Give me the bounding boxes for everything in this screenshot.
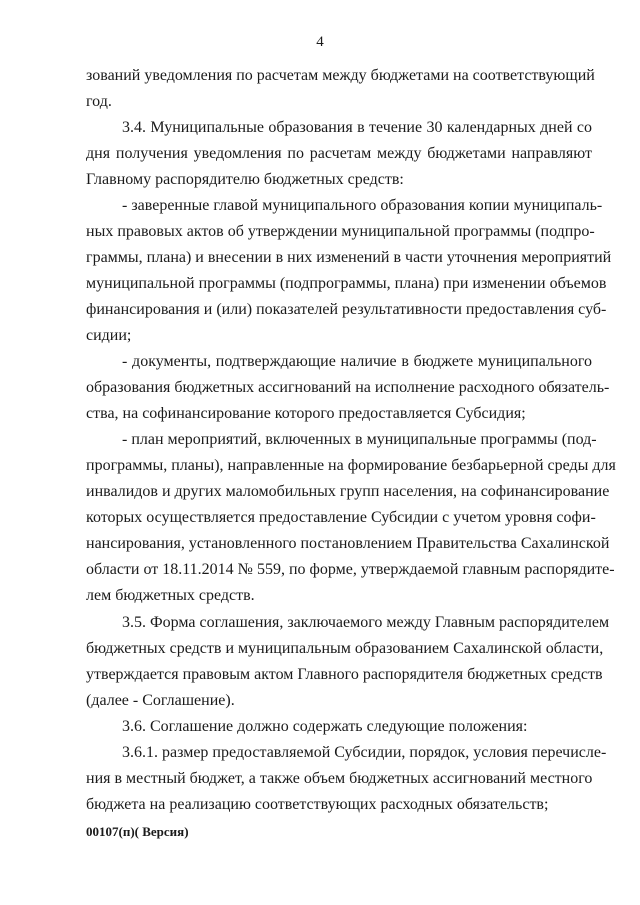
paragraph-continuation [86, 63, 595, 115]
text-line: финансирования и (или) показателей результативности предоставления суб- [86, 301, 607, 318]
text-line: 3.4. Муниципальные образования в течение 30 календарных дней со [122, 119, 592, 136]
text-line: 3.5. Форма соглашения, заключаемого между Главным распорядителем [122, 614, 610, 631]
list-item-certified-copies [86, 193, 612, 349]
text-line: муниципальной программы (подпрограммы, плана) при изменении объемов [86, 275, 607, 292]
paragraph-3-5 [86, 610, 610, 714]
text-line: (далее - Соглашение). [86, 692, 235, 709]
text-line: ния в местный бюджет, а также объем бюджетных ассигнований местного [86, 770, 593, 787]
text-line: дня получения уведомления по расчетам между бюджетами направляют [86, 145, 592, 162]
list-item-documents [86, 349, 610, 427]
paragraph-3-6-1 [86, 740, 607, 818]
text-line: инвалидов и других маломобильных групп населения, на софинансирование [86, 483, 610, 500]
text-line: зований уведомления по расчетам между бюджетами на соответствующий [86, 67, 595, 84]
text-line: 3.6.1. размер предоставляемой Субсидии, порядок, условия перечисле- [122, 744, 607, 761]
text-line: лем бюджетных средств. [86, 587, 255, 604]
text-line: бюджетных средств и муниципальным образованием Сахалинской области, [86, 640, 604, 657]
text-line: - заверенные главой муниципального образования копии муниципаль- [122, 197, 603, 214]
text-line: ных правовых актов об утверждении муниципальной программы (подпро- [86, 223, 595, 240]
document-code-footer: 00107(п)( Версия) [86, 824, 189, 839]
paragraph-3-6 [86, 714, 592, 740]
text-line: программы, планы), направленные на формирование безбарьерной среды для [86, 457, 616, 474]
text-line: - план мероприятий, включенных в муниципальные программы (под- [122, 431, 597, 448]
text-line: нансирования, установленного постановлением Правительства Сахалинской [86, 535, 610, 552]
text-line: 3.6. Соглашение должно содержать следующие положения: [122, 718, 528, 735]
text-line: которых осуществляется предоставление Субсидии с учетом уровня софи- [86, 509, 596, 526]
page-number: 4 [316, 34, 324, 50]
paragraph-3-4 [86, 115, 592, 193]
text-line: ства, на софинансирование которого предоставляется Субсидия; [86, 405, 526, 422]
text-line: утверждается правовым актом Главного распорядителя бюджетных средств [86, 666, 603, 683]
list-item-action-plan [86, 427, 616, 609]
text-line: год. [86, 93, 112, 110]
text-line: области от 18.11.2014 № 559, по форме, утверждаемой главным распорядите- [86, 561, 615, 578]
text-line: Главному распорядителю бюджетных средств: [86, 171, 404, 188]
text-line: - документы, подтверждающие наличие в бюджете муниципального [122, 353, 592, 370]
text-line: образования бюджетных ассигнований на исполнение расходного обязатель- [86, 379, 610, 396]
text-line: сидии; [86, 327, 132, 344]
text-line: бюджета на реализацию соответствующих расходных обязательств; [86, 796, 549, 813]
text-line: граммы, плана) и внесении в них изменений в части уточнения мероприятий [86, 249, 612, 266]
